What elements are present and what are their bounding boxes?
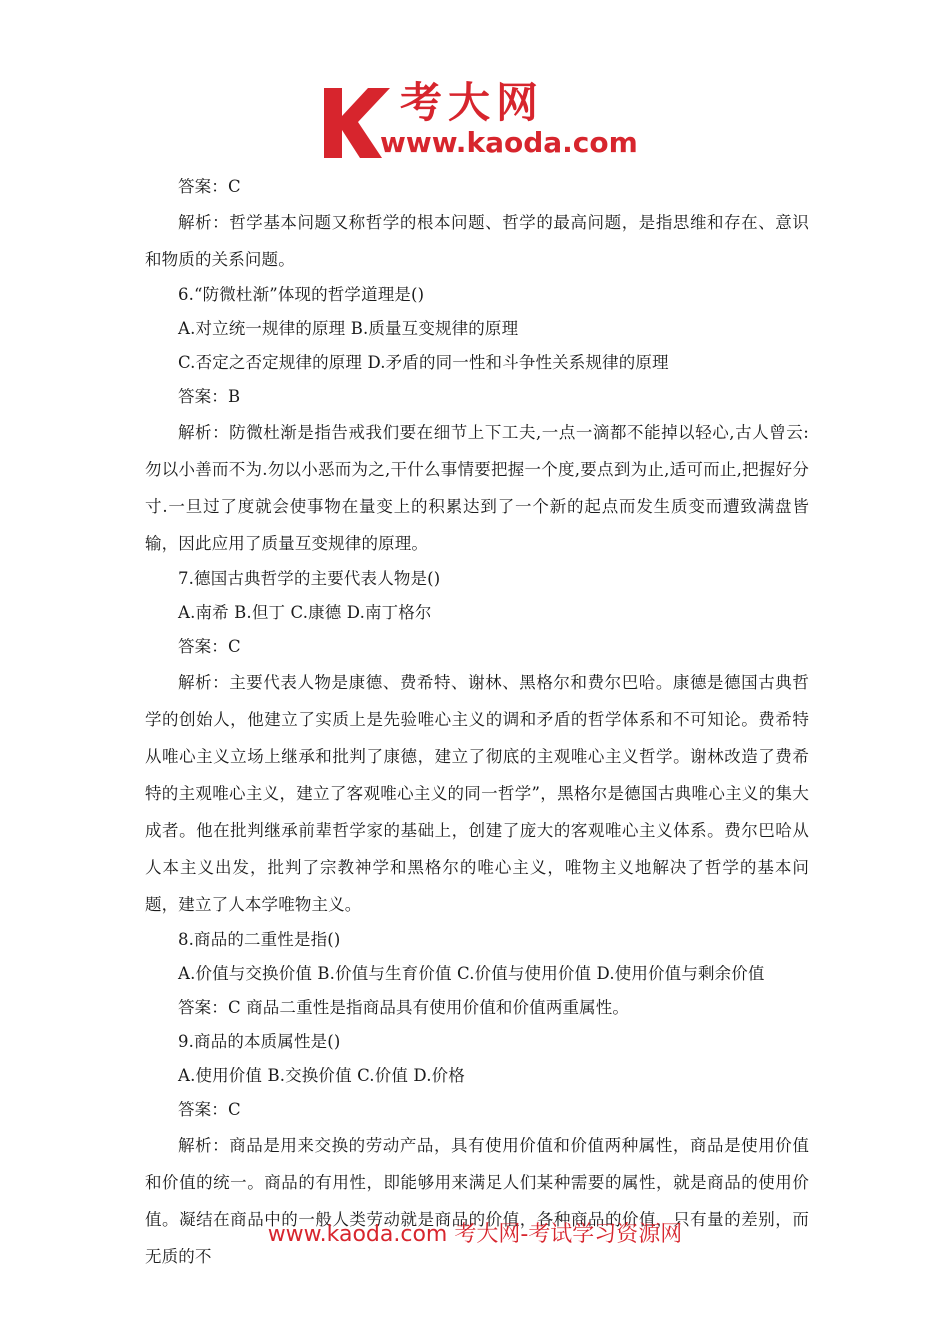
question-6-explanation: 解析：防微杜渐是指告戒我们要在细节上下工夫,一点一滴都不能掉以轻心,古人曾云:勿以小善而不为.勿以小恶而为之,干什么事情要把握一个度,要点到为止,适可而止,把握好分寸.一旦过了度就会使事物在量变上的积累达到了一个新的起点而发生质变而遭致满盘皆输，因此应用了质量互变规律的原理。	[145, 423, 809, 553]
logo-chinese-name: 考大网	[400, 78, 545, 127]
question-8-answer: 答案：C 商品二重性是指商品具有使用价值和价值两重属性。	[178, 998, 630, 1017]
question-7-explanation: 解析：主要代表人物是康德、费希特、谢林、黑格尔和费尔巴哈。康德是德国古典哲学的创始人，他建立了实质上是先验唯心主义的调和矛盾的哲学体系和不可知论。费希特从唯心主义立场上继承和批判了康德，建立了彻底的主观唯心主义哲学。谢林改造了费希特的主观唯心主义，建立了客观唯心主义的同一哲学”，黑格尔是德国古典唯心主义的集大成者。他在批判继承前辈哲学家的基础上，创建了庞大的客观唯心主义体系。费尔巴哈从人本主义出发，批判了宗教神学和黑格尔的唯心主义，唯物主义地解决了哲学的基本问题，建立了人本学唯物主义。	[145, 673, 809, 914]
explanation-paragraph: 解析：哲学基本问题又称哲学的根本问题、哲学的最高问题，是指思维和存在、意识和物质的关系问题。	[145, 213, 809, 269]
question-6: 6.“防微杜渐”体现的哲学道理是()	[178, 285, 425, 304]
question-6-options-ab: A.对立统一规律的原理 B.质量互变规律的原理	[178, 319, 519, 338]
document-body	[145, 170, 809, 1275]
question-9-options: A.使用价值 B.交换价值 C.价值 D.价格	[178, 1066, 465, 1085]
question-9: 9.商品的本质属性是()	[178, 1032, 341, 1051]
question-9-answer: 答案：C	[178, 1100, 241, 1119]
question-7-options: A.南希 B.但丁 C.康德 D.南丁格尔	[178, 603, 432, 622]
question-6-options-cd: C.否定之否定规律的原理 D.矛盾的同一性和斗争性关系规律的原理	[178, 353, 669, 372]
question-8-options: A.价值与交换价值 B.价值与生育价值 C.价值与使用价值 D.使用价值与剩余价值	[178, 964, 765, 983]
question-8: 8.商品的二重性是指()	[178, 930, 341, 949]
question-7: 7.德国古典哲学的主要代表人物是()	[178, 569, 441, 588]
site-logo	[318, 78, 638, 160]
answer-line: 答案：C	[178, 177, 241, 196]
question-7-answer: 答案：C	[178, 637, 241, 656]
page-footer: www.kaoda.com 考大网-考试学习资源网	[267, 1222, 683, 1247]
logo-url: www.kaoda.com	[380, 126, 638, 159]
question-9-explanation: 解析：商品是用来交换的劳动产品，具有使用价值和价值两种属性，商品是使用价值和价值的统一。商品的有用性，即能够用来满足人们某种需要的属性，就是商品的使用价值。凝结在商品中的一般人类劳动就是商品的价值，各种商品的价值，只有量的差别，而无质的不	[145, 1136, 809, 1266]
question-6-answer: 答案：B	[178, 387, 241, 406]
